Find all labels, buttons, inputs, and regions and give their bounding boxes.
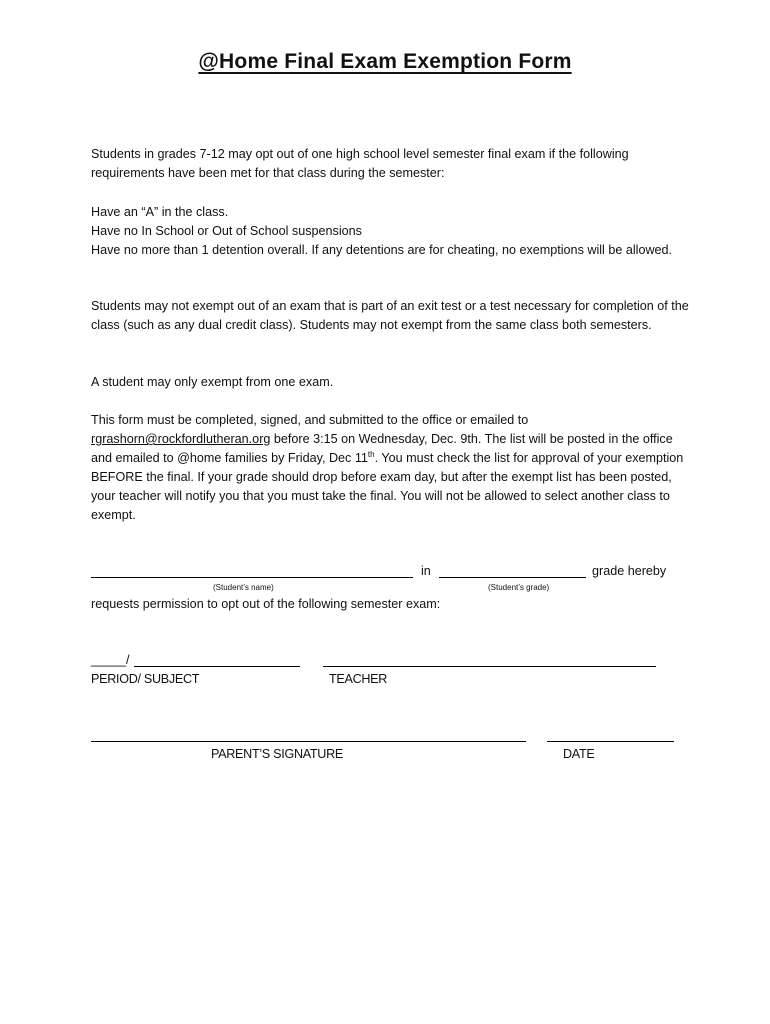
requirement-detentions: Have no more than 1 detention overall. If any detentions are for cheating, no exemptions will be allowed. bbox=[91, 243, 673, 257]
in-word: in bbox=[421, 564, 431, 578]
parent-signature-line[interactable] bbox=[91, 741, 526, 742]
date-label: DATE bbox=[563, 747, 595, 761]
form-title: @Home Final Exam Exemption Form bbox=[198, 50, 572, 73]
date-superscript: th bbox=[367, 450, 375, 459]
date-line[interactable] bbox=[547, 741, 674, 742]
intro-paragraph: Students in grades 7-12 may opt out of one high school level semester final exam if the following requirements have been met for that class during the semester: bbox=[91, 147, 629, 180]
submission-text-start: This form must be completed, signed, and submitted to the office or emailed to bbox=[91, 413, 529, 427]
requirement-no-suspensions: Have no In School or Out of School suspensions bbox=[91, 224, 362, 238]
period-subject-line[interactable] bbox=[134, 666, 300, 667]
email-link[interactable]: rgrashorn@rockfordlutheran.org bbox=[91, 432, 271, 446]
requirement-grade-a: Have an “A” in the class. bbox=[91, 205, 229, 219]
submission-text-end: . You must check the list for approval of your exemption BEFORE the final. If your grade should drop before exam day, but after the exempt list has been posted, your teacher will notify you that you must take the final. You will not be allowed to select another class to exempt. bbox=[91, 451, 684, 522]
student-grade-caption: (Student’s grade) bbox=[488, 583, 550, 592]
submission-paragraph bbox=[91, 411, 691, 525]
period-subject-label: PERIOD/ SUBJECT bbox=[91, 672, 200, 686]
student-name-line[interactable] bbox=[91, 577, 413, 578]
student-name-caption: (Student’s name) bbox=[213, 583, 274, 592]
requirements-list bbox=[91, 203, 691, 260]
teacher-line[interactable] bbox=[323, 666, 656, 667]
grade-hereby-text: grade hereby bbox=[592, 564, 667, 578]
request-text: requests permission to opt out of the following semester exam: bbox=[91, 597, 441, 611]
teacher-label: TEACHER bbox=[329, 672, 388, 686]
exit-test-paragraph: Students may not exempt out of an exam that is part of an exit test or a test necessary for completion of the class (such as any dual credit class). Students may not exempt from the same class both semesters. bbox=[91, 299, 689, 332]
submission-text-middle: before 3:15 on Wednesday, Dec. 9th. The list will be posted in the office and emailed to @home families by Friday, Dec 11 bbox=[91, 432, 673, 465]
student-grade-line[interactable] bbox=[439, 577, 586, 578]
one-exam-paragraph: A student may only exempt from one exam. bbox=[91, 375, 334, 389]
period-slash: _____/ bbox=[91, 653, 130, 667]
parent-signature-label: PARENT’S SIGNATURE bbox=[211, 747, 343, 761]
